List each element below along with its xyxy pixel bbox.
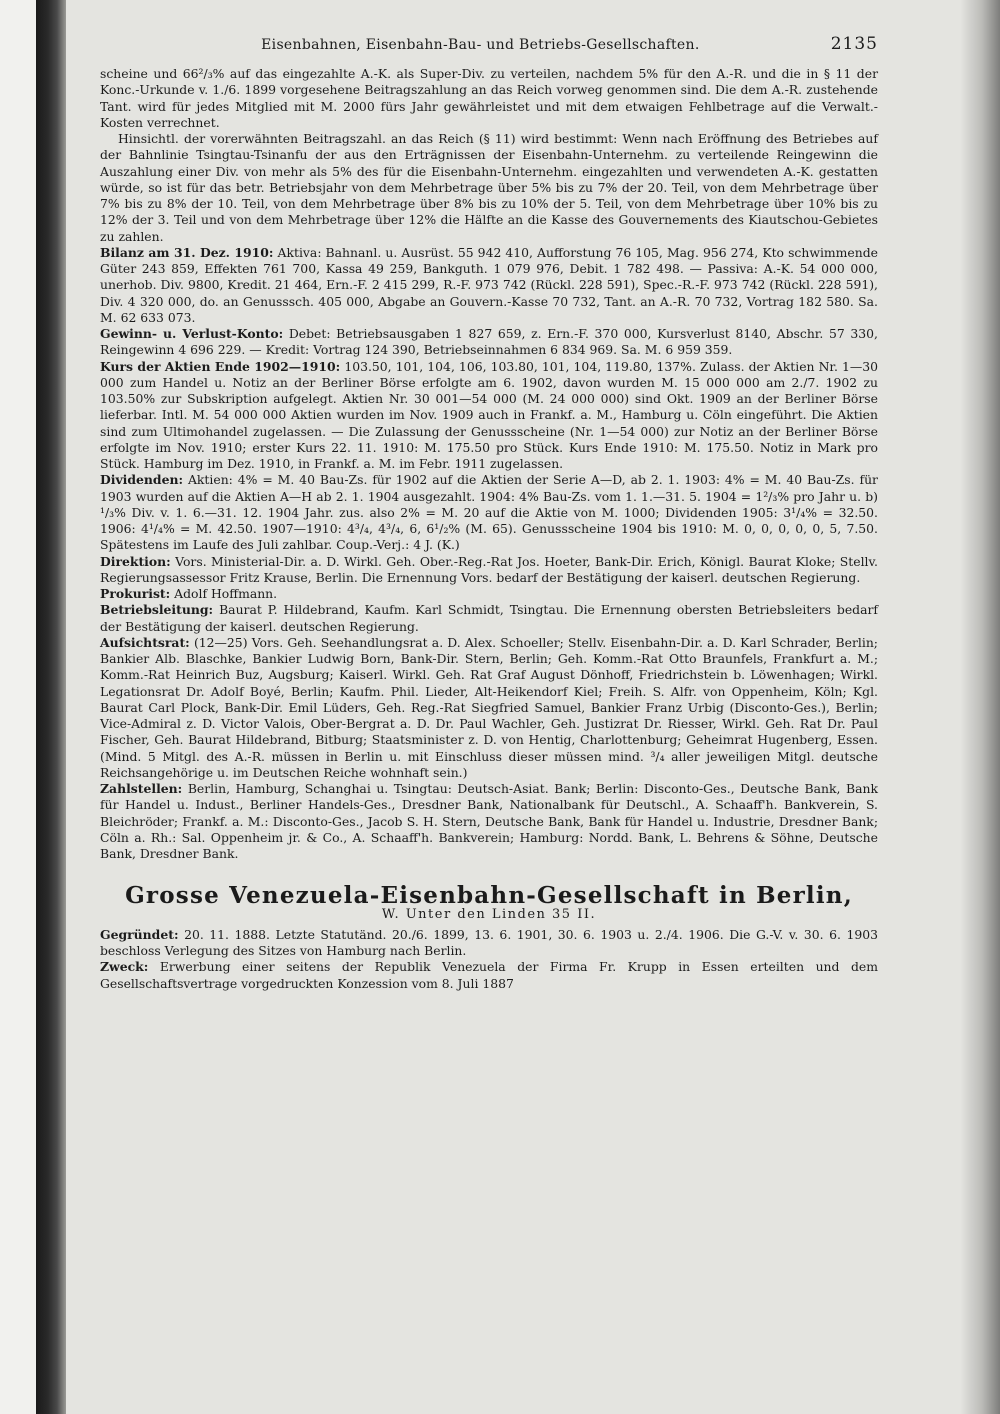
- contribution-paragraph: Hinsichtl. der vorerwähnten Beitragszahl. an das Reich (§ 11) wird bestimmt: Wenn nach Eröffnung des Betriebes auf der Bahnlinie Tsingtau-Tsinanfu der aus den Erträgnissen der Eisenbahn-Unternehm. zu verteilende Reingewinn die Auszahlung einer Div. von mehr als 5% des für die Eisenbahn-Unternehm. eingezahlten und verwendeten A.-K. gestatten würde, so ist für das betr. Betriebsjahr von dem Mehrbetrage über 5% bis zu 7% der 20. Teil, von dem Mehrbetrage über 7% bis zu 8% der 10. Teil, von dem Mehrbetrage über 8% bis zu 10% der 5. Teil, von dem Mehrbetrage über 10% bis zu 12% der 3. Teil und von dem Mehrbetrage über 12% die Hälfte an die Kasse des Gouvernements des Kiautschou-Gebietes zu zahlen.: [100, 131, 878, 244]
- gegruendet-section: [100, 927, 878, 960]
- gegruendet-text: 20. 11. 1888. Letzte Statutänd. 20./6. 1899, 13. 6. 1901, 30. 6. 1903 u. 2./4. 1906. Die G.-V. v. 30. 6. 1903 beschloss Verlegung des Sitzes von Hamburg nach Berlin.: [100, 926, 878, 958]
- prokurist-text: Adolf Hoffmann.: [174, 586, 278, 601]
- aufsichtsrat-text: (12—25) Vors. Geh. Seehandlungsrat a. D. Alex. Schoeller; Stellv. Eisenbahn-Dir. a. D. Karl Schrader, Berlin; Bankier Alb. Blaschke, Bankier Ludwig Born, Bank-Dir. Stern, Berlin; Geh. Komm.-Rat Otto Braunfels, Frankfurt a. M.; Komm.-Rat Heinrich Buz, Augsburg; Kaiserl. Wirkl. Geh. Rat Graf August Dönhoff, Friedrichstein b. Löwenhagen; Wirkl. Legationsrat Dr. Adolf Boyé, Berlin; Kaufm. Phil. Lieder, Alt-Heikendorf Kiel; Freih. S. Alfr. von Oppenheim, Köln; Kgl. Baurat Carl Plock, Bank-Dir. Emil Lüders, Geh. Reg.-Rat Siegfried Samuel, Bankier Franz Urbig (Disconto-Ges.), Berlin; Vice-Admiral z. D. Victor Valois, Ober-Bergrat a. D. Dr. Paul Wachler, Geh. Justizrat Dr. Riesser, Wirkl. Geh. Rat Dr. Paul Fischer, Geh. Baurat Hildebrand, Bitburg; Staatsminister z. D. von Hentig, Charlottenburg; Geheimrat Hugenberg, Essen. (Mind. 5 Mitgl. des A.-R. müssen in Berlin u. mit Einschluss dieser müssen mind. ³/₄ aller jeweiligen Mitgl. deutsche Reichsangehörige u. im Deutschen Reiche wohnhaft sein.): [100, 634, 878, 780]
- intro-paragraph: scheine und 66²/₃% auf das eingezahlte A.-K. als Super-Div. zu verteilen, nachdem 5% für den A.-R. und die in § 11 der Konc.-Urkunde v. 1./6. 1899 vorgesehene Beitragszahlung an das Reich vorweg genommen sind. Die dem A.-R. zustehende Tant. wird für jedes Mitglied mit M. 2000 fürs Jahr gewährleistet und mit dem etwaigen Fehlbetrage auf die Verwalt.-Kosten verrechnet.: [100, 66, 878, 130]
- prokurist-section: [100, 586, 878, 602]
- direktion-label: Direktion:: [100, 553, 171, 569]
- zahlstellen-text: Berlin, Hamburg, Schanghai u. Tsingtau: Deutsch-Asiat. Bank; Berlin: Disconto-Ges., Deutsche Bank, Bank für Handel u. Indust., Berliner Handels-Ges., Dresdner Bank, Nationalbank für Deutschl., A. Schaaff'h. Bankverein, S. Bleichröder; Frankf. a. M.: Disconto-Ges., Jacob S. H. Stern, Deutsche Bank, Bank für Handel u. Industrie, Dresdner Bank; Cöln a. Rh.: Sal. Oppenheim jr. & Co., A. Schaaff'h. Bankverein; Hamburg: Nordd. Bank, L. Behrens & Söhne, Deutsche Bank, Dresdner Bank.: [100, 781, 878, 861]
- running-header: [100, 34, 878, 54]
- zahlstellen-section: [100, 781, 878, 862]
- direktion-text: Vors. Ministerial-Dir. a. D. Wirkl. Geh. Ober.-Reg.-Rat Jos. Hoeter, Bank-Dir. Erich, Königl. Baurat Kloke; Stellv. Regierungsassessor Fritz Krause, Berlin. Die Ernennung Vors. bedarf der Bestätigung der kaiserl. deutschen Regierung.: [100, 553, 878, 585]
- company-address: W. Unter den Linden 35 II.: [381, 906, 597, 922]
- dividenden-label: Dividenden:: [100, 472, 184, 488]
- page-body: [100, 66, 878, 992]
- kurs-text: 103.50, 101, 104, 106, 103.80, 101, 104, 119.80, 137%. Zulass. der Aktien Nr. 1—30 000 zum Handel u. Notiz an der Berliner Börse erfolgte am 6. 1902, davon wurden M. 15 000 000 am 2./7. 1902 zu 103.50% zur Subskription aufgelegt. Aktien Nr. 30 001—54 000 (M. 24 000 000) sind Okt. 1909 an der Berliner Börse lieferbar. Intl. M. 54 000 000 Aktien wurden im Nov. 1909 auch in Frankf. a. M., Hamburg u. Cöln eingeführt. Die Aktien sind zum Ultimohandel zugelassen. — Die Zulassung der Genussscheine (Nr. 1—54 000) zur Notiz an der Berliner Börse erfolgte im Nov. 1910; erster Kurs 22. 11. 1910: M. 175.50 pro Stück. Kurs Ende 1910: M. 175.50. Notiz in Mark pro Stück. Hamburg im Dez. 1910, in Frankf. a. M. im Febr. 1911 zugelassen.: [100, 358, 879, 471]
- betriebsleitung-section: [100, 602, 878, 635]
- prokurist-label: Prokurist:: [100, 586, 171, 601]
- gewinn-label: Gewinn- u. Verlust-Konto:: [100, 326, 284, 341]
- aufsichtsrat-section: [100, 635, 878, 781]
- bilanz-label: Bilanz am 31. Dez. 1910:: [100, 244, 274, 260]
- kurs-label: Kurs der Aktien Ende 1902—1910:: [100, 358, 341, 374]
- book-spine-shadow: [36, 0, 66, 1414]
- direktion-section: [100, 554, 878, 587]
- page-number: 2135: [830, 34, 878, 54]
- left-gutter: [0, 0, 36, 1414]
- betriebsleitung-text: Baurat P. Hildebrand, Kaufm. Karl Schmidt, Tsingtau. Die Ernennung obersten Betriebsleiters bedarf der Bestätigung der kaiserl. deutschen Regierung.: [100, 602, 878, 634]
- dividenden-text: Aktien: 4% = M. 40 Bau-Zs. für 1902 auf die Aktien der Serie A—D, ab 2. 1. 1903: 4% = M. 40 Bau-Zs. für 1903 wurden auf die Aktien A—H ab 2. 1. 1904 ausgezahlt. 1904: 4% Bau-Zs. vom 1. 1.—31. 5. 1904 = 1²/₃% pro Jahr u. b) ¹/₃% Div. v. 1. 6.—31. 12. 1904 Jahr. zus. also 2% = M. 20 auf die Aktie von M. 1000; Dividenden 1905: 3¹/₄% = 32.50. 1906: 4¹/₄% = M. 42.50. 1907—1910: 4³/₄, 4³/₄, 6, 6¹/₂% (M. 65). Genussscheine 1904 bis 1910: M. 0, 0, 0, 0, 0, 5, 7.50. Spätestens im Laufe des Juli zahlbar. Coup.-Verj.: 4 J. (K.): [100, 472, 878, 553]
- company-title: Grosse Venezuela-Eisenbahn-Gesellschaft in Berlin,: [125, 882, 853, 910]
- aufsichtsrat-label: Aufsichtsrat:: [100, 634, 190, 650]
- kurs-section: [100, 359, 878, 473]
- header-title: Eisenbahnen, Eisenbahn-Bau- und Betriebs-Gesellschaften.: [261, 37, 700, 53]
- zweck-text: Erwerbung einer seitens der Republik Venezuela der Firma Fr. Krupp in Essen erteilten und dem Gesellschaftsvertrage vorgedruckten Konzession vom 8. Juli 1887: [100, 959, 878, 991]
- dividenden-section: [100, 472, 878, 553]
- bilanz-text: Aktiva: Bahnanl. u. Ausrüst. 55 942 410, Aufforstung 76 105, Mag. 956 274, Kto schwimmende Güter 243 859, Effekten 761 700, Kassa 49 259, Bankguth. 1 079 976, Debit. 1 782 498. — Passiva: A.-K. 54 000 000, unerhob. Div. 9800, Kredit. 21 464, Ern.-F. 2 415 299, R.-F. 973 742 (Rückl. 228 591), Spec.-R.-F. 973 742 (Rückl. 228 591), Div. 4 320 000, do. an Genusssch. 405 000, Abgabe an Gouvern.-Kasse 70 732, Tant. an A.-R. 70 732, Vortrag 182 580. Sa. M. 62 633 073.: [100, 244, 878, 325]
- zahlstellen-label: Zahlstellen:: [100, 781, 183, 796]
- page: [100, 34, 878, 992]
- gewinn-text: Debet: Betriebsausgaben 1 827 659, z. Ern.-F. 370 000, Kursverlust 8140, Abschr. 57 330, Reingewinn 4 696 229. — Kredit: Vortrag 124 390, Betriebseinnahmen 6 834 969. Sa. M. 6 959 359.: [100, 326, 878, 358]
- zweck-label: Zweck:: [100, 959, 149, 975]
- gewinn-section: [100, 326, 878, 359]
- zweck-section: [100, 959, 878, 992]
- bilanz-section: [100, 245, 878, 326]
- page-edge-shadow: [960, 0, 1000, 1414]
- betriebsleitung-label: Betriebsleitung:: [100, 602, 214, 618]
- gegruendet-label: Gegründet:: [100, 926, 179, 942]
